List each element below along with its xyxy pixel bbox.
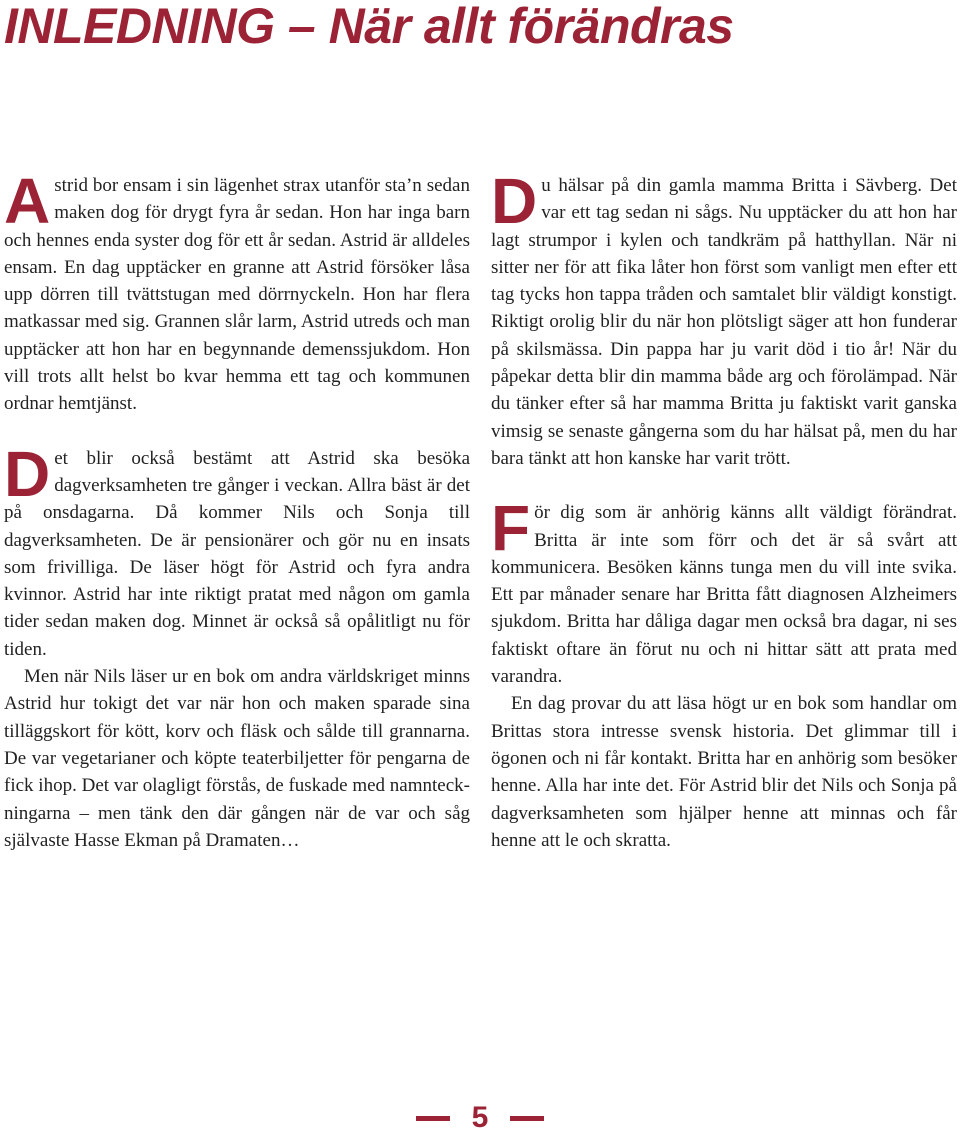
- right-column: [491, 165, 957, 854]
- paragraph-memories: Men när Nils läser ur en bok om andra världskriget minns Astrid hur tokigt det var när hon och maken sparade sina tilläggskort för kött, korv och fläsk och sålde till grannarna. De var vegetarianer och köpte teaterbiljetter för pengarna de fick ihop. Det var olagligt förstås, de fuskade med namnteckningarna – men tänk den där gången när de var och såg självaste Hasse Ekman på Dramaten…: [4, 666, 470, 851]
- paragraph-astrid-intro: [4, 165, 470, 418]
- page-footer: [0, 1096, 960, 1140]
- footer-rule-right: [510, 1116, 544, 1121]
- footer-rule-left: [416, 1116, 450, 1121]
- drop-cap-letter: A: [4, 165, 51, 237]
- paragraph-britta-visit: [491, 165, 957, 472]
- page-title: INLEDNING – När allt förändras: [4, 0, 734, 54]
- paragraph-relative: [491, 492, 957, 690]
- drop-cap-letter: F: [491, 492, 531, 565]
- paragraph-text: et blir också bestämt att Astrid ska besöka dagverksamheten tre gånger i veckan. Allra bäst är det på onsdagarna. Då kommer Nils och Sonja till dagverksamheten. De är pensionärer och gör nu en insats som frivilliga. De läser högt för Astrid och fyra andra kvinnor. Astrid har inte riktigt pratat med någon om gamla tider sedan maken dog. Minnet är också så opålitligt nu för tiden.: [4, 447, 470, 660]
- page-number: 5: [471, 1101, 489, 1134]
- paragraph-text: ör dig som är anhörig känns allt väldigt förändrat. Britta är inte som förr och det är så svårt att kommunicera. Besöken känns tunga men du vill inte svika. Ett par månader senare har Britta fått diagnosen Alzheimers sjukdom. Britta har dåliga dagar men också bra dagar, ni ses faktiskt oftare än förut nu och ni hittar sätt att prata med varandra.: [491, 502, 957, 688]
- drop-cap-letter: D: [4, 437, 51, 510]
- paragraph-text: strid bor ensam i sin lägenhet strax utanför sta’n sedan maken dog för drygt fyra år sedan. Hon har inga barn och hennes enda syster dog för ett år sedan. Astrid är alldeles ensam. En dag upptäcker en granne att Astrid försöker låsa upp dörren till tvättstugan med dörrnyckeln. Hon har flera matkassar med sig. Grannen slår larm, Astrid utreds och man upptäcker att hon har en begynnande demenssjukdom. Hon vill trots allt helst bo kvar hemma ett tag och kommunen ordnar hemtjänst.: [4, 175, 470, 415]
- paragraph-text: u hälsar på din gamla mamma Britta i Sävberg. Det var ett tag sedan ni sågs. Nu upptäcker du att hon har lagt strumpor i kylen och tandkräm på hatthyllan. När ni sitter ner för att fika låter hon först som vanligt men efter ett tag tycks hon tappa tråden och samtalet blir väldigt konstigt. Riktigt orolig blir du när hon plötsligt säger att hon funderar på skilsmässa. Din pappa har ju varit död i tio år! När du påpekar detta blir din mamma både arg och förolämpad. När du tänker efter så har mamma Britta ju faktiskt varit ganska vimsig se senaste gångerna som du har hälsat på, men du har bara tänkt att hon kanske har varit trött.: [491, 175, 957, 469]
- paragraph-day-center: [4, 437, 470, 663]
- paragraph-reading-aloud: En dag provar du att läsa högt ur en bok som handlar om Brittas stora intresse svensk historia. Det glimmar till i ögonen och ni får kontakt. Britta har en anhörig som besöker henne. Alla har inte det. För Astrid blir det Nils och Sonja på dagverksamheten som hjälper henne att minnas och får henne att le och skratta.: [491, 693, 957, 851]
- left-column: [4, 165, 470, 854]
- drop-cap-letter: D: [491, 165, 538, 237]
